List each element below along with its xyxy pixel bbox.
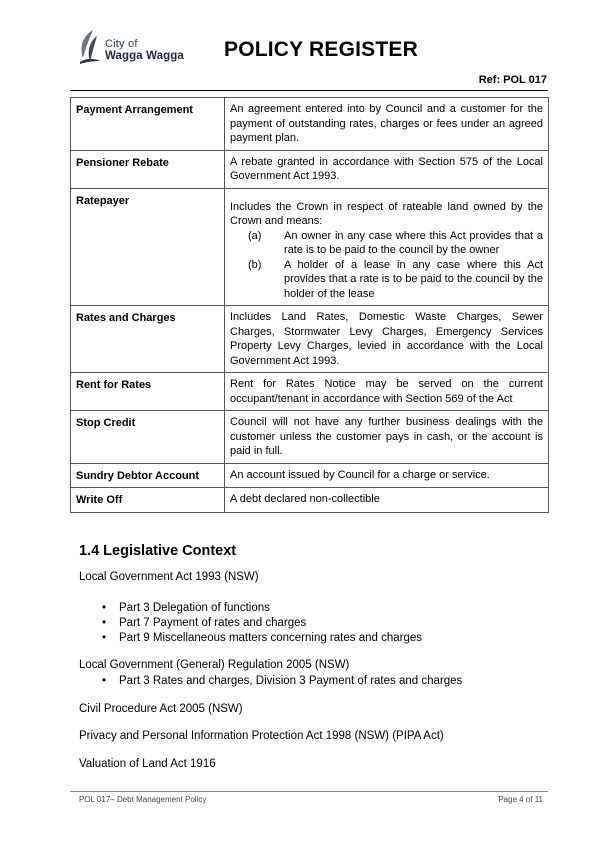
definition-cell: An account issued by Council for a charge or service. — [225, 463, 549, 488]
list-item-text: Part 3 Delegation of functions — [119, 602, 270, 614]
definition-cell: A rebate granted in accordance with Section 575 of the Local Government Act 1993. — [225, 150, 549, 188]
list-item-text: An owner in any case where this Act provides that a rate is to be paid to the council by the owner — [284, 229, 543, 256]
logo-city-text: City of — [105, 38, 138, 50]
table-row — [71, 306, 549, 373]
definition-cell: An agreement entered into by Council and a customer for the payment of outstanding rates, charges or fees under an agreed payment plan. — [225, 98, 549, 151]
bullet-icon: • — [102, 675, 107, 687]
term-cell: Pensioner Rebate — [71, 150, 225, 188]
definition-cell: Includes Land Rates, Domestic Waste Charges, Sewer Charges, Stormwater Levy Charges, Emergency Services Property Levy Charges, levied in accordance with the Local Government Act 1993. — [225, 306, 549, 373]
list-item — [102, 632, 422, 644]
list-item-text: Part 9 Miscellaneous matters concerning rates and charges — [119, 632, 422, 644]
logo-wagga-text: Wagga Wagga — [105, 50, 184, 62]
footer-page-number: Page 4 of 11 — [498, 795, 543, 804]
definition-cell: Council will not have any further business dealings with the customer unless the customer pays in cash, or the account is paid in full. — [225, 411, 549, 464]
bullet-icon: • — [102, 632, 107, 644]
definition-cell — [225, 188, 549, 306]
definition-intro: Includes the Crown in respect of rateable land owned by the Crown and means: — [230, 200, 543, 227]
list-item — [248, 229, 543, 258]
list-item — [102, 675, 462, 687]
term-cell: Payment Arrangement — [71, 98, 225, 151]
act-title: Civil Procedure Act 2005 (NSW) — [79, 703, 243, 715]
term-cell: Write Off — [71, 488, 225, 513]
council-logo — [77, 28, 187, 70]
bullet-icon: • — [102, 602, 107, 614]
term-cell: Stop Credit — [71, 411, 225, 464]
act-title: Local Government (General) Regulation 2005 (NSW) — [79, 659, 350, 671]
list-item-label: (a) — [248, 229, 262, 242]
act-title: Privacy and Personal Information Protection Act 1998 (NSW) (PIPA Act) — [79, 730, 444, 742]
table-row — [71, 488, 549, 513]
section-heading: 1.4 Legislative Context — [79, 543, 237, 559]
act-title: Valuation of Land Act 1916 — [79, 758, 216, 770]
list-item — [248, 258, 543, 302]
list-item-text: A holder of a lease in any case where this Act provides that a rate is to be paid to the council by the holder of the lease — [284, 258, 543, 300]
table-row — [71, 150, 549, 188]
bullet-icon: • — [102, 617, 107, 629]
table-row — [71, 373, 549, 411]
list-item — [102, 602, 270, 614]
reference-number: Ref: POL 017 — [478, 74, 547, 86]
term-cell: Rates and Charges — [71, 306, 225, 373]
header-divider — [70, 90, 548, 91]
term-cell: Sundry Debtor Account — [71, 463, 225, 488]
definitions-table — [70, 97, 549, 513]
term-cell: Rent for Rates — [71, 373, 225, 411]
list-item-text: Part 7 Payment of rates and charges — [119, 617, 307, 629]
list-item-text: Part 3 Rates and charges, Division 3 Payment of rates and charges — [119, 675, 463, 687]
footer-document-name: POL 017– Debt Management Policy — [79, 795, 207, 804]
table-row — [71, 463, 549, 488]
list-item-label: (b) — [248, 258, 262, 271]
table-row — [71, 98, 549, 151]
definition-cell: A debt declared non-collectible — [225, 488, 549, 513]
definition-cell: Rent for Rates Notice may be served on the current occupant/tenant in accordance with Section 569 of the Act — [225, 373, 549, 411]
footer-divider — [70, 791, 548, 792]
list-item — [102, 617, 306, 629]
act-title: Local Government Act 1993 (NSW) — [79, 571, 259, 583]
leaf-logo-icon — [77, 28, 103, 68]
term-cell: Ratepayer — [71, 188, 225, 306]
table-row — [71, 188, 549, 306]
page-title: POLICY REGISTER — [224, 38, 418, 61]
table-row — [71, 411, 549, 464]
